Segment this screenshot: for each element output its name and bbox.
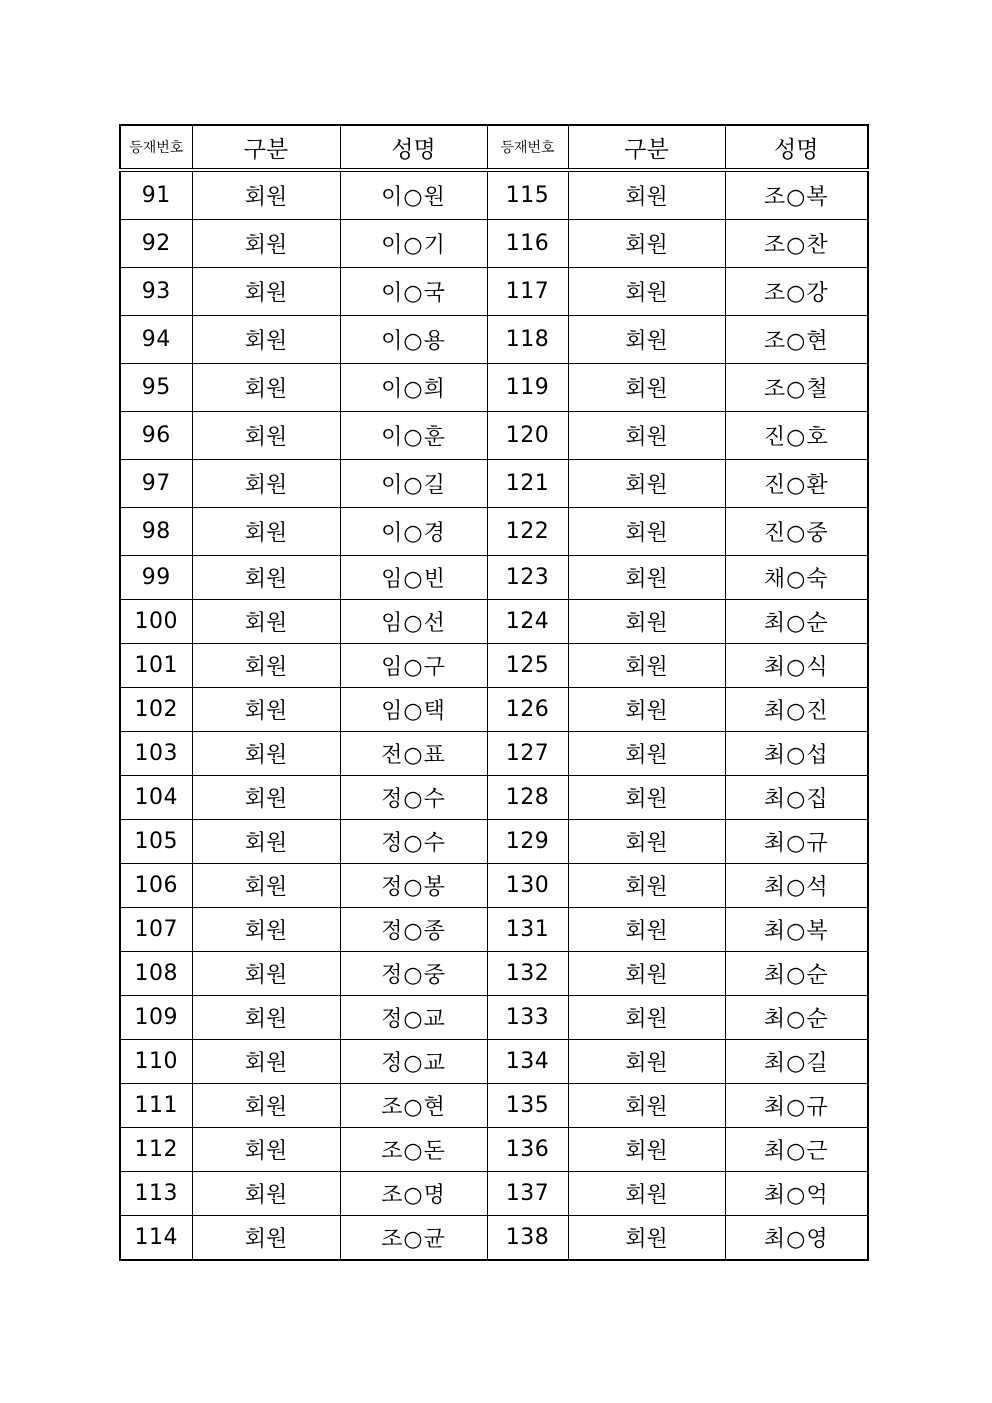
reg-no-cell-2: 124: [487, 600, 568, 644]
category-cell-2: 회원: [568, 776, 725, 820]
name-cell-2: 진○호: [725, 412, 868, 460]
name-cell: 정○교: [340, 996, 487, 1040]
name-cell: 정○수: [340, 820, 487, 864]
table-body: [120, 170, 868, 1260]
category-cell-2: 회원: [568, 508, 725, 556]
table-row: [120, 864, 868, 908]
name-cell: 임○선: [340, 600, 487, 644]
reg-no-cell-2: 130: [487, 864, 568, 908]
name-cell-2: 최○복: [725, 908, 868, 952]
name-cell-2: 진○환: [725, 460, 868, 508]
category-cell: 회원: [192, 364, 340, 412]
table-row: [120, 952, 868, 996]
category-cell: 회원: [192, 600, 340, 644]
category-cell-2: 회원: [568, 732, 725, 776]
header-category: 구분: [192, 125, 340, 170]
name-cell: 이○국: [340, 268, 487, 316]
name-cell-2: 최○억: [725, 1172, 868, 1216]
category-cell-2: 회원: [568, 688, 725, 732]
table-row: [120, 1128, 868, 1172]
category-cell: 회원: [192, 820, 340, 864]
table-row: [120, 644, 868, 688]
reg-no-cell-2: 132: [487, 952, 568, 996]
name-cell: 이○경: [340, 508, 487, 556]
header-row: [120, 125, 868, 170]
reg-no-cell: 109: [120, 996, 192, 1040]
reg-no-cell: 104: [120, 776, 192, 820]
reg-no-cell-2: 136: [487, 1128, 568, 1172]
name-cell-2: 조○철: [725, 364, 868, 412]
name-cell-2: 최○규: [725, 820, 868, 864]
reg-no-cell-2: 118: [487, 316, 568, 364]
reg-no-cell-2: 135: [487, 1084, 568, 1128]
name-cell-2: 조○찬: [725, 220, 868, 268]
category-cell-2: 회원: [568, 644, 725, 688]
reg-no-cell: 92: [120, 220, 192, 268]
category-cell: 회원: [192, 952, 340, 996]
category-cell-2: 회원: [568, 952, 725, 996]
reg-no-cell-2: 126: [487, 688, 568, 732]
reg-no-cell-2: 133: [487, 996, 568, 1040]
reg-no-cell-2: 120: [487, 412, 568, 460]
name-cell: 임○택: [340, 688, 487, 732]
name-cell-2: 최○순: [725, 952, 868, 996]
table-row: [120, 996, 868, 1040]
category-cell: 회원: [192, 1040, 340, 1084]
name-cell: 조○균: [340, 1216, 487, 1261]
category-cell: 회원: [192, 644, 340, 688]
reg-no-cell: 113: [120, 1172, 192, 1216]
table-row: [120, 776, 868, 820]
table-row: [120, 1172, 868, 1216]
category-cell-2: 회원: [568, 864, 725, 908]
name-cell-2: 최○길: [725, 1040, 868, 1084]
reg-no-cell: 91: [120, 170, 192, 220]
table-row: [120, 412, 868, 460]
reg-no-cell: 96: [120, 412, 192, 460]
name-cell: 이○희: [340, 364, 487, 412]
name-cell: 조○명: [340, 1172, 487, 1216]
reg-no-cell: 95: [120, 364, 192, 412]
table-row: [120, 732, 868, 776]
category-cell: 회원: [192, 460, 340, 508]
name-cell-2: 최○규: [725, 1084, 868, 1128]
table-row: [120, 688, 868, 732]
reg-no-cell-2: 128: [487, 776, 568, 820]
table-row: [120, 1084, 868, 1128]
reg-no-cell: 110: [120, 1040, 192, 1084]
reg-no-cell-2: 123: [487, 556, 568, 600]
category-cell: 회원: [192, 776, 340, 820]
name-cell-2: 진○중: [725, 508, 868, 556]
category-cell: 회원: [192, 1172, 340, 1216]
category-cell: 회원: [192, 316, 340, 364]
category-cell-2: 회원: [568, 600, 725, 644]
reg-no-cell-2: 116: [487, 220, 568, 268]
category-cell-2: 회원: [568, 1216, 725, 1261]
name-cell-2: 최○근: [725, 1128, 868, 1172]
name-cell: 전○표: [340, 732, 487, 776]
reg-no-cell: 103: [120, 732, 192, 776]
category-cell-2: 회원: [568, 1040, 725, 1084]
name-cell-2: 조○복: [725, 170, 868, 220]
name-cell: 정○교: [340, 1040, 487, 1084]
name-cell: 이○기: [340, 220, 487, 268]
name-cell-2: 최○진: [725, 688, 868, 732]
table-row: [120, 460, 868, 508]
category-cell-2: 회원: [568, 460, 725, 508]
category-cell: 회원: [192, 556, 340, 600]
reg-no-cell: 112: [120, 1128, 192, 1172]
name-cell: 임○빈: [340, 556, 487, 600]
name-cell-2: 최○석: [725, 864, 868, 908]
category-cell: 회원: [192, 412, 340, 460]
name-cell-2: 채○숙: [725, 556, 868, 600]
reg-no-cell: 106: [120, 864, 192, 908]
category-cell-2: 회원: [568, 220, 725, 268]
category-cell-2: 회원: [568, 1172, 725, 1216]
category-cell-2: 회원: [568, 908, 725, 952]
name-cell: 정○중: [340, 952, 487, 996]
table-row: [120, 1216, 868, 1261]
reg-no-cell-2: 122: [487, 508, 568, 556]
table-row: [120, 508, 868, 556]
reg-no-cell: 93: [120, 268, 192, 316]
name-cell: 조○돈: [340, 1128, 487, 1172]
table-row: [120, 908, 868, 952]
reg-no-cell-2: 131: [487, 908, 568, 952]
reg-no-cell: 105: [120, 820, 192, 864]
reg-no-cell: 100: [120, 600, 192, 644]
category-cell: 회원: [192, 170, 340, 220]
reg-no-cell-2: 129: [487, 820, 568, 864]
table-row: [120, 170, 868, 220]
reg-no-cell-2: 117: [487, 268, 568, 316]
name-cell-2: 최○순: [725, 600, 868, 644]
reg-no-cell: 102: [120, 688, 192, 732]
reg-no-cell: 99: [120, 556, 192, 600]
header-name-2: 성명: [725, 125, 868, 170]
reg-no-cell: 94: [120, 316, 192, 364]
name-cell-2: 최○섭: [725, 732, 868, 776]
name-cell: 정○봉: [340, 864, 487, 908]
name-cell: 이○용: [340, 316, 487, 364]
reg-no-cell-2: 137: [487, 1172, 568, 1216]
reg-no-cell: 108: [120, 952, 192, 996]
name-cell: 조○현: [340, 1084, 487, 1128]
table-row: [120, 268, 868, 316]
category-cell: 회원: [192, 732, 340, 776]
reg-no-cell-2: 127: [487, 732, 568, 776]
header-reg-no: 등재번호: [120, 125, 192, 170]
category-cell: 회원: [192, 1216, 340, 1261]
name-cell-2: 최○영: [725, 1216, 868, 1261]
table-row: [120, 600, 868, 644]
table-header: [120, 125, 868, 170]
name-cell: 임○구: [340, 644, 487, 688]
name-cell: 이○훈: [340, 412, 487, 460]
reg-no-cell-2: 134: [487, 1040, 568, 1084]
reg-no-cell-2: 138: [487, 1216, 568, 1261]
member-table: [119, 124, 869, 1261]
header-reg-no-2: 등재번호: [487, 125, 568, 170]
name-cell-2: 최○식: [725, 644, 868, 688]
category-cell-2: 회원: [568, 556, 725, 600]
name-cell: 이○원: [340, 170, 487, 220]
table-row: [120, 364, 868, 412]
table-row: [120, 556, 868, 600]
reg-no-cell: 107: [120, 908, 192, 952]
category-cell: 회원: [192, 864, 340, 908]
name-cell: 정○수: [340, 776, 487, 820]
category-cell: 회원: [192, 996, 340, 1040]
table-row: [120, 1040, 868, 1084]
name-cell-2: 최○순: [725, 996, 868, 1040]
reg-no-cell: 114: [120, 1216, 192, 1261]
name-cell-2: 최○집: [725, 776, 868, 820]
reg-no-cell: 97: [120, 460, 192, 508]
reg-no-cell-2: 125: [487, 644, 568, 688]
category-cell: 회원: [192, 1084, 340, 1128]
category-cell: 회원: [192, 908, 340, 952]
category-cell-2: 회원: [568, 364, 725, 412]
name-cell-2: 조○강: [725, 268, 868, 316]
name-cell: 정○종: [340, 908, 487, 952]
category-cell-2: 회원: [568, 1128, 725, 1172]
reg-no-cell: 111: [120, 1084, 192, 1128]
category-cell: 회원: [192, 268, 340, 316]
reg-no-cell-2: 115: [487, 170, 568, 220]
reg-no-cell: 101: [120, 644, 192, 688]
member-list-sheet: [119, 124, 867, 1261]
reg-no-cell-2: 121: [487, 460, 568, 508]
name-cell: 이○길: [340, 460, 487, 508]
category-cell-2: 회원: [568, 820, 725, 864]
table-row: [120, 316, 868, 364]
category-cell-2: 회원: [568, 1084, 725, 1128]
header-category-2: 구분: [568, 125, 725, 170]
category-cell-2: 회원: [568, 412, 725, 460]
category-cell: 회원: [192, 220, 340, 268]
category-cell: 회원: [192, 1128, 340, 1172]
name-cell-2: 조○현: [725, 316, 868, 364]
table-row: [120, 220, 868, 268]
category-cell-2: 회원: [568, 316, 725, 364]
category-cell: 회원: [192, 508, 340, 556]
reg-no-cell: 98: [120, 508, 192, 556]
category-cell: 회원: [192, 688, 340, 732]
header-name: 성명: [340, 125, 487, 170]
category-cell-2: 회원: [568, 170, 725, 220]
category-cell-2: 회원: [568, 268, 725, 316]
reg-no-cell-2: 119: [487, 364, 568, 412]
category-cell-2: 회원: [568, 996, 725, 1040]
table-row: [120, 820, 868, 864]
